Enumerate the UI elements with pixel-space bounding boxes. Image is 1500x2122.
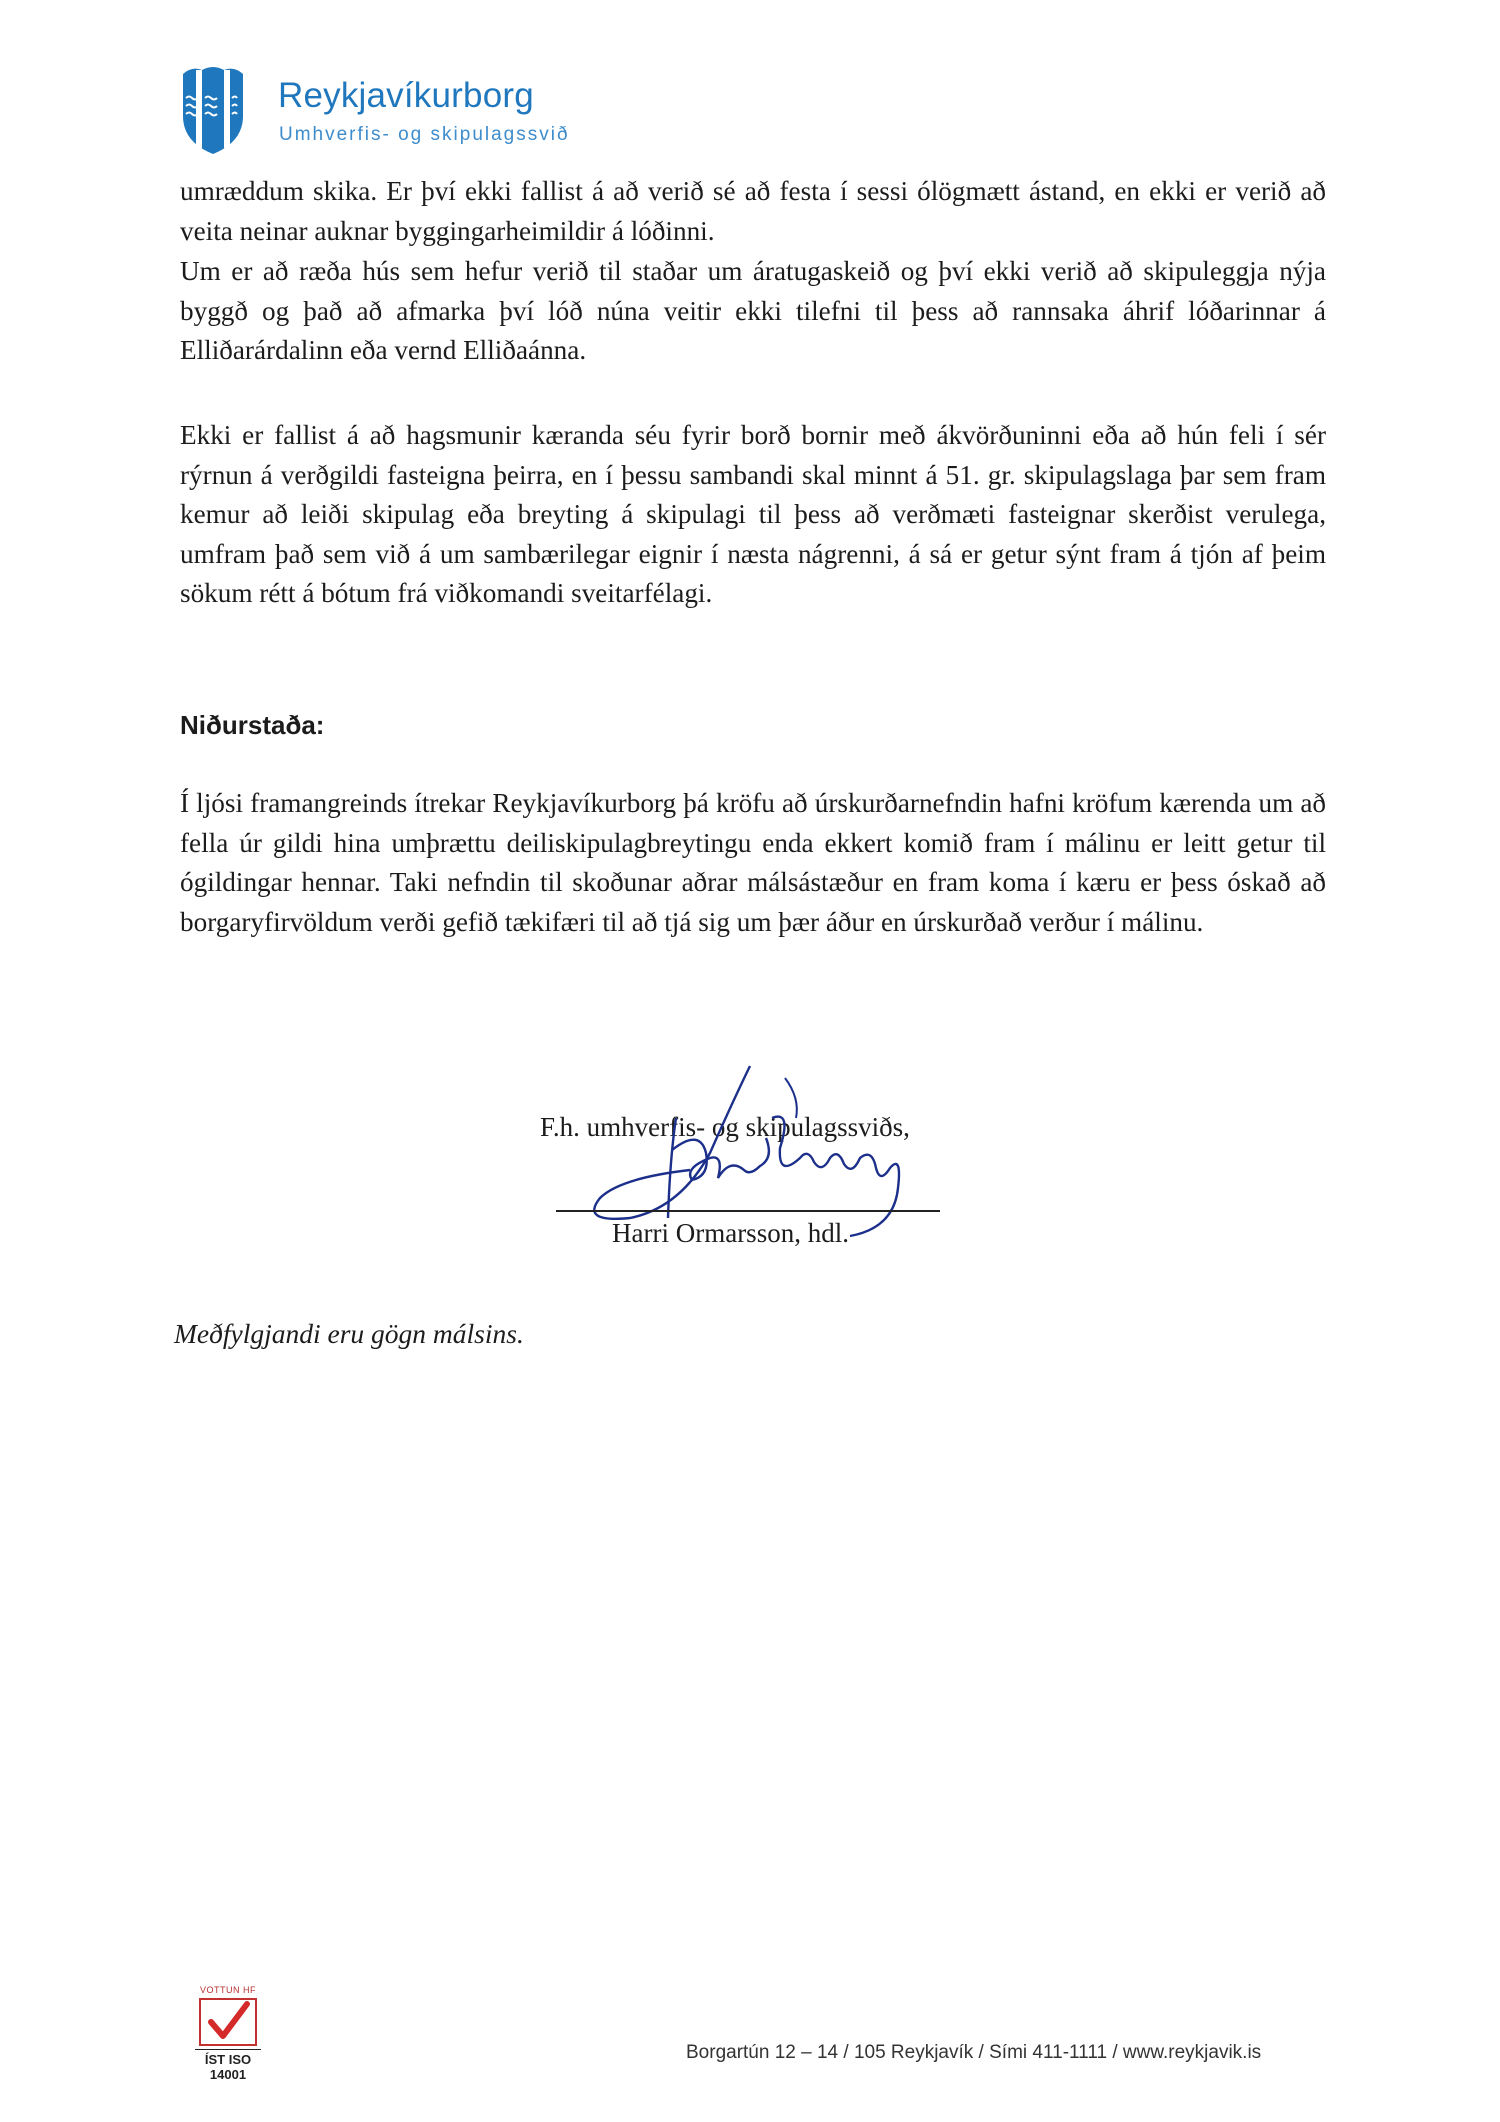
footer-address: Borgartún 12 – 14 / 105 Reykjavík / Sími 411-1111 / www.reykjavik.is: [686, 2042, 1262, 2063]
org-name: Reykjavíkurborg: [278, 76, 534, 115]
iso-badge-standard: ÍST ISO 14001: [195, 2049, 261, 2082]
signature-line: [556, 1210, 940, 1212]
paragraph-3: Ekki er fallist á að hagsmunir kæranda séu fyrir borð bornir með ákvörðuninni eða að hún feli í sér rýrnun á verðgildi fasteigna þeirra, en í þessu sambandi skal minnt á 51. gr. skipulagslaga þar sem fram kemur að leiði skipulag eða breyting á skipulagi til þess að verðmæti fasteignar skerðist verulega, umfram það sem við á um sambærilegar eignir í næsta nágrenni, á sá er getur sýnt fram á tjón af þeim sökum rétt á bótum frá viðkomandi sveitarfélagi.: [180, 420, 1326, 609]
iso-certification-badge: [195, 1985, 261, 2082]
iso-badge-top: VOTTUN HF: [200, 1985, 256, 1995]
paragraph-2: Um er að ræða hús sem hefur verið til staðar um áratugaskeið og því ekki verið að skipuleggja nýja byggð og það að afmarka því lóð núna veitir ekki tilefni til þess að rannsaka áhrif lóðarinnar á Elliðarárdalinn eða vernd Elliðaánna.: [180, 256, 1326, 366]
signoff-line: F.h. umhverfis- og skipulagssviðs,: [540, 1112, 910, 1142]
paragraph-1: umræddum skika. Er því ekki fallist á að verið sé að festa í sessi ólögmætt ástand, en ekki er verið að veita neinar auknar byggingarheimildir á lóðinni.: [180, 176, 1326, 246]
reykjavik-coat-of-arms-logo: [180, 64, 246, 156]
conclusion-heading: Niðurstaða:: [180, 710, 325, 740]
enclosure-note: Meðfylgjandi eru gögn málsins.: [174, 1318, 524, 1349]
signer-name: Harri Ormarsson, hdl.: [612, 1218, 849, 1248]
department-name: Umhverfis- og skipulagssvið: [279, 124, 570, 145]
checkmark-icon: [199, 1998, 257, 2046]
handwritten-signature: [560, 1058, 950, 1243]
paragraph-4: Í ljósi framangreinds ítrekar Reykjavíkurborg þá kröfu að úrskurðarnefndin hafni kröfum kærenda um að fella úr gildi hina umþrættu deiliskipulagbreytingu enda ekkert komið fram í málinu er leitt getur til ógildingar hennar. Taki nefndin til skoðunar aðrar málsástæður en fram koma í kæru er þess óskað að borgaryfirvöldum verði gefið tækifæri til að tjá sig um þær áður en úrskurðað verður í málinu.: [180, 788, 1326, 937]
